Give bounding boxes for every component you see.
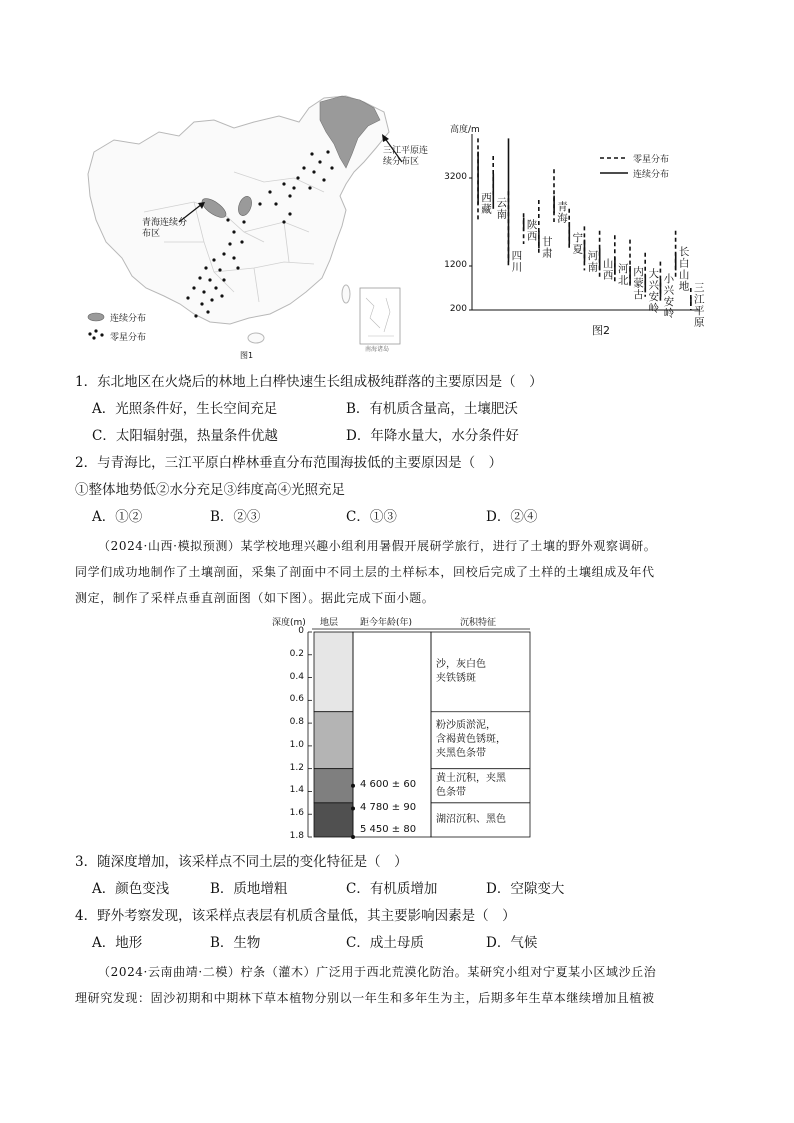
question-4-stem (75, 906, 516, 926)
q1-option-b[interactable]: B．有机质含量高，土壤肥沃 (346, 401, 518, 417)
q2-option-b[interactable]: B．②③ (210, 509, 261, 525)
question-4-number: 4． (75, 908, 98, 924)
fig2-legend-continuous: 连续分布 (633, 170, 670, 180)
soil-feature-1-line-2: 夹黑色条带 (436, 748, 486, 760)
legend-continuous-label: 连续分布 (110, 314, 147, 324)
figure2-caption: 图2 (592, 324, 610, 337)
fig2-category-label-8: 山西 (601, 258, 614, 282)
soil-feature-0-line-1: 夹铁锈斑 (436, 672, 476, 684)
fig2-ytick-label-1200: 1200 (444, 260, 467, 270)
question-1-stem (75, 372, 543, 392)
q3-option-b[interactable]: B．质地增粗 (210, 881, 288, 897)
soil-age-label-0: 4 600 ± 60 (360, 778, 417, 790)
question-4-text: 野外考察发现，该采样点表层有机质含量低，其主要影响因素是（ ） (97, 908, 516, 924)
fig2-category-label-7: 河南 (586, 249, 599, 273)
question-3-stem (75, 852, 408, 872)
soil-feature-0-line-0: 沙，灰白色 (436, 658, 486, 670)
q4-option-d[interactable]: D．气候 (486, 935, 538, 951)
question-2-stem (75, 453, 502, 473)
fig2-category-label-11: 大兴安岭 (647, 268, 660, 315)
fig2-category-label-5: 青海 (556, 201, 568, 225)
label-qinghai: 青海连续分布区 (142, 218, 188, 239)
inset-label: 南海诸岛 (365, 346, 390, 353)
fig2-category-label-9: 河北 (616, 262, 629, 286)
inset-box (360, 288, 400, 344)
soil-feature-1-line-0: 粉沙质淤泥， (436, 720, 496, 732)
fig2-category-label-13: 长白山地 (677, 246, 690, 293)
soil-age-dot-0 (351, 784, 355, 788)
fig2-category-label-10: 内蒙古 (632, 265, 644, 301)
fig2-category-label-0: 西藏 (480, 192, 492, 216)
soil-header-depth: 深度(m) (272, 618, 306, 628)
figure1-map (84, 92, 429, 362)
question-2-sub: ①整体地势低②水分充足③纬度高④光照充足 (75, 482, 345, 498)
soil-layer-3 (314, 803, 353, 837)
passage1-line1: （2024·山西·模拟预测）某学校地理兴趣小组利用暑假开展研学旅行，进行了土壤的野外观察调研。 (98, 539, 657, 553)
question-1-number: 1． (75, 374, 98, 390)
q1-option-a[interactable]: A．光照条件好，生长空间充足 (92, 401, 278, 417)
question-3-text: 随深度增加，该采样点不同土层的变化特征是（ ） (97, 854, 408, 870)
passage1-line3: 测定，制作了采样点垂直剖面图（如下图）。据此完成下面小题。 (75, 591, 435, 605)
passage2-line2: 理研究发现：固沙初期和中期林下草本植物分别以一年生和多年生为主，后期多年生草本继续增加且植被 (75, 991, 655, 1005)
taiwan-island (342, 285, 350, 303)
soil-depth-label-6: 1.2 (289, 762, 304, 773)
soil-depth-label-3: 0.6 (289, 694, 304, 705)
legend-scattered-label: 零星分布 (110, 333, 147, 343)
passage1-line2: 同学们成功地制作了土壤剖面，采集了剖面中不同土层的土样标本，回校后完成了土样的土壤组成及年代 (75, 565, 655, 579)
soil-depth-label-8: 1.6 (289, 808, 304, 819)
figure1-caption: 图1 (240, 351, 254, 360)
soil-feature-3-line-0: 湖沼沉积、黑色 (436, 813, 506, 825)
question-3-number: 3． (75, 854, 98, 870)
q2-option-d[interactable]: D．②④ (486, 509, 538, 525)
soil-header-layer: 地层 (320, 618, 339, 628)
fig2-category-label-3: 陕西 (525, 218, 538, 242)
soil-age-dot-1 (351, 807, 355, 811)
legend-continuous-symbol (88, 313, 104, 321)
soil-depth-label-4: 0.8 (289, 717, 304, 728)
label-sanjiang: 三江平原连续分布区 (383, 146, 429, 167)
soil-header-age: 距今年龄(年) (360, 618, 413, 628)
q2-option-a[interactable]: A．①② (92, 509, 143, 525)
soil-depth-label-0: 0 (298, 626, 304, 636)
q1-option-c[interactable]: C．太阳辐射强，热量条件优越 (92, 428, 278, 444)
question-2-number: 2． (75, 455, 98, 471)
fig2-ytick-label-200: 200 (449, 304, 467, 314)
q4-option-c[interactable]: C．成土母质 (346, 935, 424, 951)
hainan-island (248, 333, 264, 343)
soil-feature-1-line-1: 含褐黄色锈斑， (436, 734, 506, 746)
fig2-category-label-2: 四川 (510, 249, 523, 273)
soil-header-feature: 沉积特征 (460, 618, 497, 628)
soil-depth-label-7: 1.4 (289, 785, 304, 796)
soil-depth-label-5: 1.0 (289, 739, 304, 750)
soil-age-dot-2 (351, 835, 355, 839)
soil-age-label-2: 5 450 ± 80 (360, 824, 417, 835)
fig2-y-axis-title: 高度/m (450, 125, 480, 135)
fig2-ytick-label-3200: 3200 (444, 172, 467, 182)
soil-depth-label-9: 1.8 (289, 831, 304, 841)
soil-layer-2 (314, 769, 353, 803)
q2-option-c[interactable]: C．①③ (346, 509, 397, 525)
fig2-category-label-14: 三江平原 (692, 281, 705, 328)
soil-profile-figure (268, 612, 540, 844)
figure2-chart (440, 118, 710, 348)
q3-option-c[interactable]: C．有机质增加 (346, 881, 438, 897)
soil-depth-label-1: 0.2 (289, 648, 304, 659)
q4-option-b[interactable]: B．生物 (210, 935, 261, 951)
passage2-line1: （2024·云南曲靖·二模）柠条（灌木）广泛用于西北荒漠化防治。某研究小组对宁夏某小区域沙丘治 (98, 965, 657, 979)
soil-layer-1 (314, 712, 353, 769)
fig2-category-label-1: 云南 (495, 196, 508, 220)
q3-option-a[interactable]: A．颜色变浅 (92, 881, 170, 897)
soil-age-label-1: 4 780 ± 90 (360, 801, 417, 813)
fig2-category-label-12: 小兴安岭 (662, 272, 675, 319)
soil-feature-2-line-0: 黄土沉积，夹黑 (436, 772, 506, 784)
question-1-text: 东北地区在火烧后的林地上白桦快速生长组成极纯群落的主要原因是（ ） (97, 374, 543, 390)
fig2-category-label-6: 宁夏 (571, 232, 584, 255)
soil-depth-label-2: 0.4 (289, 671, 304, 682)
q3-option-d[interactable]: D．空隙变大 (486, 881, 565, 897)
fig2-legend-scattered: 零星分布 (633, 155, 670, 165)
q4-option-a[interactable]: A．地形 (92, 935, 143, 951)
soil-feature-2-line-1: 色条带 (436, 786, 466, 798)
q1-option-d[interactable]: D．年降水量大，水分条件好 (346, 428, 519, 444)
question-2-text: 与青海比，三江平原白桦林垂直分布范围海拔低的主要原因是（ ） (97, 455, 503, 471)
fig2-category-label-4: 甘肃 (540, 236, 553, 260)
legend-scattered-symbol (88, 329, 103, 339)
soil-layer-0 (314, 632, 353, 712)
